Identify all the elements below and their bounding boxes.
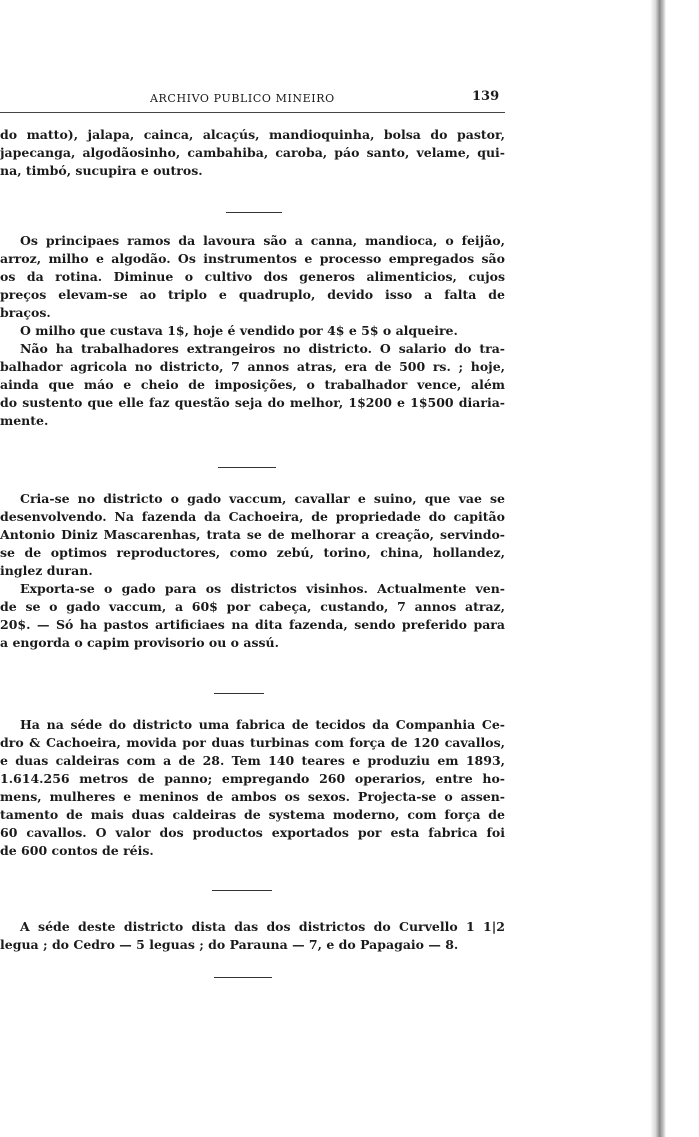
text-line: de se o gado vaccum, a 60$ por cabeça, custando, 7 annos atraz,	[0, 599, 505, 614]
text-line: Antonio Diniz Mascarenhas, trata se de melhorar a creação, servindo-	[0, 527, 505, 542]
paragraph-cattle	[0, 490, 505, 580]
text-line: tamento de mais duas caldeiras de systema moderno, com força de	[0, 807, 505, 822]
text-line: a engorda o capim provisorio ou o assú.	[0, 635, 279, 650]
paragraph-labour	[0, 340, 505, 430]
text-line: Ha na séde do districto uma fabrica de tecidos da Companhia Ce-	[20, 717, 505, 732]
text-line: balhador agricola no districto, 7 annos atras, era de 500 rs. ; hoje,	[0, 359, 505, 374]
text-line: A séde deste districto dista das dos districtos do Curvello 1 1|2	[20, 919, 505, 934]
text-line: japecanga, algodãosinho, cambahiba, caroba, páo santo, velame, qui-	[0, 145, 505, 160]
paragraph-agriculture	[0, 232, 505, 322]
section-divider	[212, 890, 272, 891]
text-line: do sustento que elle faz questão seja do melhor, 1$200 e 1$500 diaria-	[0, 395, 505, 410]
text-line: Exporta-se o gado para os districtos visinhos. Actualmente ven-	[20, 581, 505, 596]
text-line: mente.	[0, 413, 49, 428]
paragraph-corn-price	[0, 322, 505, 340]
section-divider	[218, 467, 276, 468]
text-line: 1.614.256 metros de panno; empregando 260 operarios, entre ho-	[0, 771, 505, 786]
text-line: desenvolvendo. Na fazenda da Cachoeira, de propriedade do capitão	[0, 509, 505, 524]
paragraph-distances	[0, 918, 505, 954]
text-line: inglez duran.	[0, 563, 93, 578]
running-title: ARCHIVO PUBLICO MINEIRO	[150, 92, 335, 105]
text-line: legua ; do Cedro — 5 leguas ; do Parauna — 7, e do Papagaio — 8.	[0, 937, 459, 952]
text-line: mens, mulheres e meninos de ambos os sexos. Projecta-se o assen-	[0, 789, 505, 804]
text-line: braços.	[0, 305, 51, 320]
text-line: 20$. — Só ha pastos artificiaes na dita fazenda, sendo preferido para	[0, 617, 505, 632]
text-line: Os principaes ramos da lavoura são a canna, mandioca, o feijão,	[20, 233, 505, 248]
section-divider	[214, 693, 264, 694]
text-line: arroz, milho e algodão. Os instrumentos e processo empregados são	[0, 251, 505, 266]
page-number: 139	[472, 89, 500, 104]
text-line: de 600 contos de réis.	[0, 843, 154, 858]
text-line: na, timbó, sucupira e outros.	[0, 163, 203, 178]
paragraph-cattle-export	[0, 580, 505, 652]
text-line: 60 cavallos. O valor dos productos exportados por esta fabrica foi	[0, 825, 505, 840]
text-line: se de optimos reproductores, como zebú, torino, china, hollandez,	[0, 545, 505, 560]
text-line: os da rotina. Diminue o cultivo dos generos alimenticios, cujos	[0, 269, 505, 284]
text-line: ainda que máo e cheio de imposições, o trabalhador vence, além	[0, 377, 505, 392]
text-line: e duas caldeiras com a de 28. Tem 140 teares e produziu em 1893,	[0, 753, 505, 768]
paragraph-plants	[0, 126, 505, 180]
section-divider	[226, 212, 282, 213]
text-line: O milho que custava 1$, hoje é vendido por 4$ e 5$ o alqueire.	[20, 323, 458, 338]
section-divider	[214, 977, 272, 978]
text-line: dro & Cachoeira, movida por duas turbinas com força de 120 cavallos,	[0, 735, 505, 750]
paragraph-factory	[0, 716, 505, 860]
page-header	[0, 88, 505, 113]
text-line: do matto), jalapa, cainca, alcaçús, mandioquinha, bolsa do pastor,	[0, 127, 505, 142]
text-line: Não ha trabalhadores extrangeiros no districto. O salario do tra-	[20, 341, 505, 356]
page-binding-edge	[650, 0, 666, 1137]
text-line: Cria-se no districto o gado vaccum, cavallar e suino, que vae se	[20, 491, 505, 506]
text-line: preços elevam-se ao triplo e quadruplo, devido isso a falta de	[0, 287, 505, 302]
